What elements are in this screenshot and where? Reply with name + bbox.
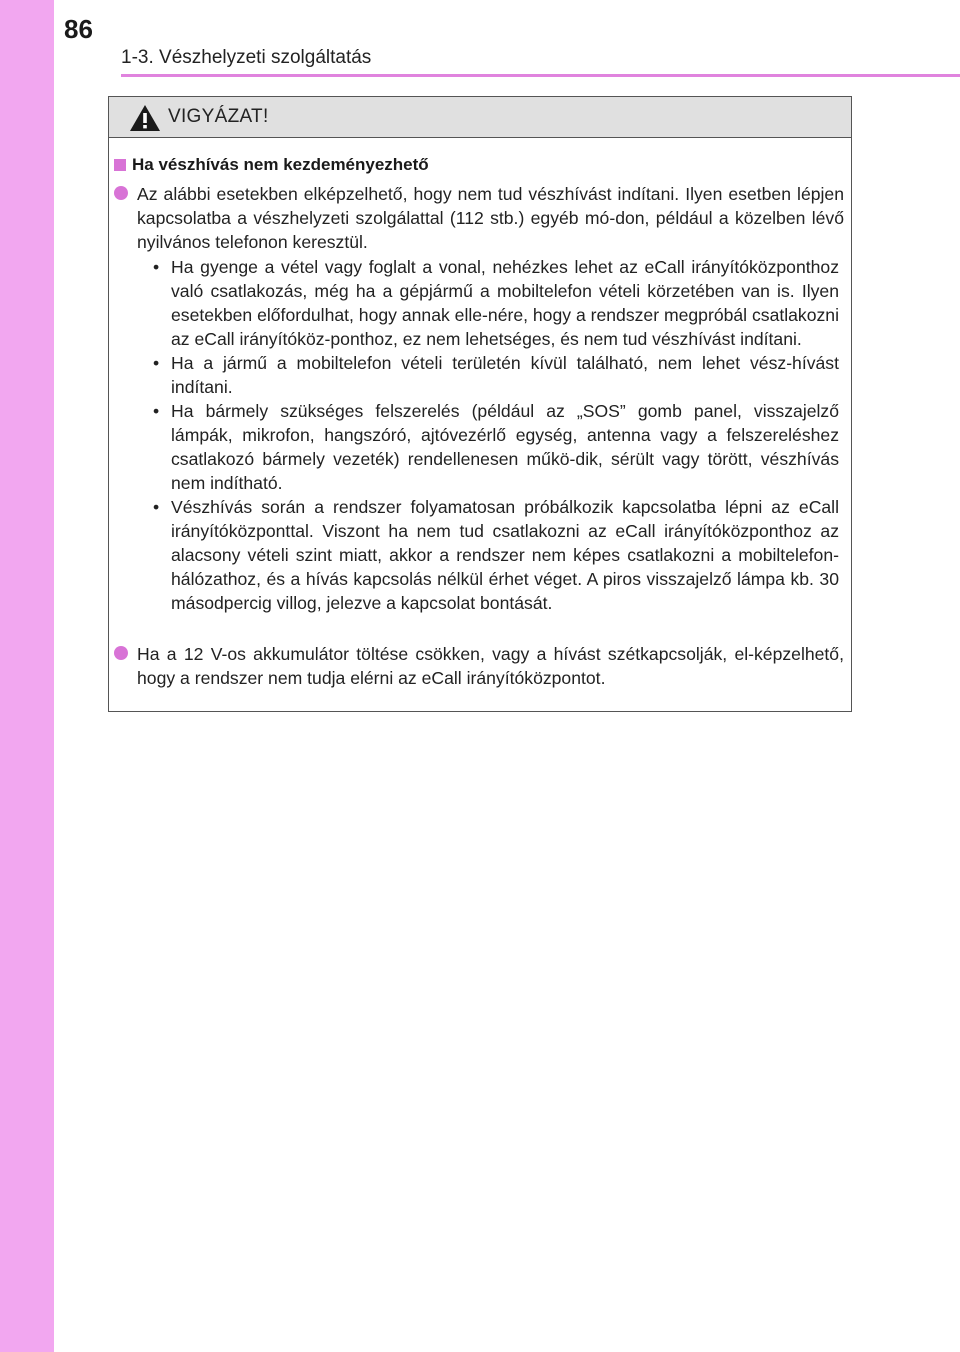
section-heading	[114, 155, 429, 175]
page-number: 86	[64, 14, 93, 44]
chapter-title: 1-3. Vészhelyzeti szolgáltatás	[121, 47, 372, 68]
list-item-text: Ha bármely szükséges felszerelés (például az „SOS” gomb panel, visszajelző lámpák, mikrofon, hangszóró, ajtóvezérlő egység, antenna vagy a felszereléshez csatlakozó bármely vezeték) rendellenesen műkö-dik, sérült vagy törött, vészhívás nem indítható.	[171, 401, 839, 493]
list-item-text: Vészhívás során a rendszer folyamatosan próbálkozik kapcsolatba lépni az eCall irányítóközponttal. Viszont ha nem tud csatlakozni az eCall irányítóközponthoz az alacsony vételi szint miatt, akkor a rendszer nem képes csatlakozni a mobiltelefon-hálózathoz, és a hívás kapcsolás nélkül érhet véget. A piros visszajelző lámpa kb. 30 másodpercig villog, jelezve a kapcsolat bontását.	[171, 497, 839, 613]
square-bullet-icon	[114, 159, 126, 171]
bullet-mark: •	[153, 401, 160, 421]
list-item	[153, 495, 839, 615]
circle-bullet-icon	[114, 186, 128, 200]
list-item	[153, 255, 839, 351]
bullet-mark: •	[153, 497, 160, 517]
side-tab-bar	[0, 0, 54, 1352]
list-item-text: Ha gyenge a vétel vagy foglalt a vonal, nehézkes lehet az eCall irányítóközponthoz való csatlakozás, még ha a gépjármű a mobiltelefon vételi körzetében van is. Ilyen esetekben előfordulhat, hogy annak elle-nére, hogy a rendszer megpróbál csatlakozni az eCall irányítóköz-ponthoz, ez nem lehetséges, és nem tud vészhívást indítani.	[171, 257, 840, 349]
paragraph-intro-text: Az alábbi esetekben elképzelhető, hogy nem tud vészhívást indítani. Ilyen esetben lépjen kapcsolatba a vészhelyzeti szolgálattal (112 stb.) egyéb mó-don, például a közelben lévő nyilvános telefonon keresztül.	[137, 184, 844, 252]
caution-header	[109, 97, 851, 138]
header-rule	[121, 74, 960, 77]
caution-box	[108, 96, 852, 712]
bullet-mark: •	[153, 353, 160, 373]
paragraph-battery-text: Ha a 12 V-os akkumulátor töltése csökken, vagy a hívást szétkapcsolják, el-képzelhető, hogy a rendszer nem tudja elérni az eCall irányítóközpontot.	[137, 644, 844, 688]
circle-bullet-icon	[114, 646, 128, 660]
caution-label: VIGYÁZAT!	[168, 106, 269, 127]
bullet-mark: •	[153, 257, 160, 277]
paragraph-battery	[137, 642, 844, 690]
list-item-text: Ha a jármű a mobiltelefon vételi területén kívül található, nem lehet vész-hívást indítani.	[171, 353, 839, 397]
warning-triangle-icon	[129, 104, 161, 132]
paragraph-intro	[137, 182, 844, 254]
bullet-list	[153, 255, 839, 615]
list-item	[153, 399, 839, 495]
list-item	[153, 351, 839, 399]
section-title: Ha vészhívás nem kezdeményezhető	[132, 155, 429, 174]
